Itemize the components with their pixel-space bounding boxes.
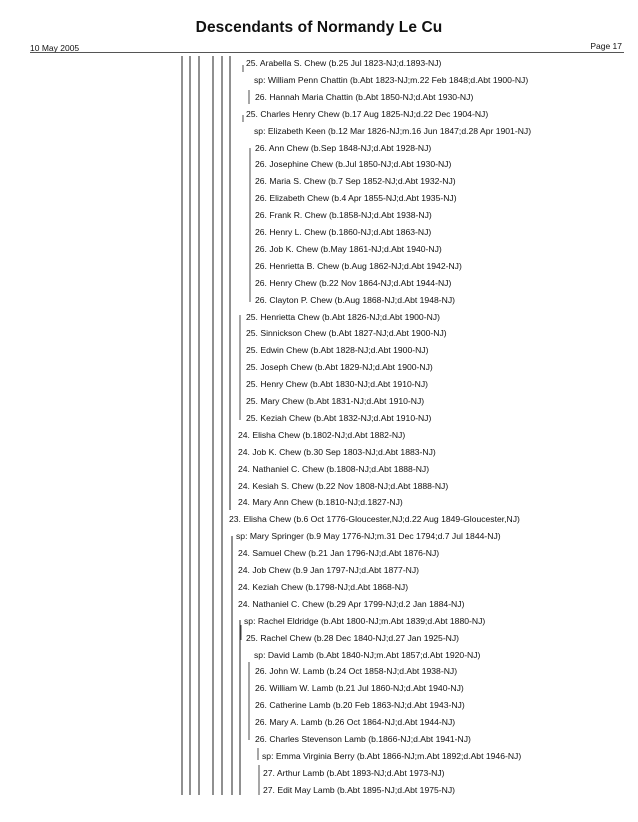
descendant-entry: 26. Clayton P. Chew (b.Aug 1868-NJ;d.Abt 1948-NJ) [255, 294, 455, 305]
descendant-entry: 26. Henry L. Chew (b.1860-NJ;d.Abt 1863-NJ) [255, 227, 432, 237]
descendant-entry: 26. Elizabeth Chew (b.4 Apr 1855-NJ;d.Abt 1935-NJ) [255, 193, 457, 204]
descendant-entry: 25. Keziah Chew (b.Abt 1832-NJ;d.Abt 1910-NJ) [246, 412, 432, 423]
descendant-entry: 26. Maria S. Chew (b.7 Sep 1852-NJ;d.Abt 1932-NJ) [255, 176, 456, 187]
descendant-entry: 27. Arthur Lamb (b.Abt 1893-NJ;d.Abt 1973-NJ) [263, 767, 445, 778]
spouse-entry: sp: David Lamb (b.Abt 1840-NJ;m.Abt 1857;d.Abt 1920-NJ) [254, 649, 481, 660]
descendant-entry: 24. Job K. Chew (b.30 Sep 1803-NJ;d.Abt 1883-NJ) [238, 446, 436, 457]
descendant-entry: 24. Job Chew (b.9 Jan 1797-NJ;d.Abt 1877-NJ) [238, 565, 420, 575]
descendant-entry: 25. Arabella S. Chew (b.25 Jul 1823-NJ;d.1893-NJ) [246, 58, 442, 68]
descendant-entry: 26. John W. Lamb (b.24 Oct 1858-NJ;d.Abt 1938-NJ) [255, 666, 458, 677]
spouse-entry: sp: Emma Virginia Berry (b.Abt 1866-NJ;m.Abt 1892;d.Abt 1946-NJ) [262, 750, 522, 761]
spouse-entry: sp: Elizabeth Keen (b.12 Mar 1826-NJ;m.16 Jun 1847;d.28 Apr 1901-NJ) [254, 125, 532, 136]
descendant-entry: 24. Kesiah S. Chew (b.22 Nov 1808-NJ;d.Abt 1888-NJ) [238, 480, 449, 491]
descendant-entry: 24. Nathaniel C. Chew (b.1808-NJ;d.Abt 1888-NJ) [238, 463, 430, 474]
descendant-entry: 26. William W. Lamb (b.21 Jul 1860-NJ;d.Abt 1940-NJ) [255, 683, 464, 694]
descendant-entry: 26. Hannah Maria Chattin (b.Abt 1850-NJ;d.Abt 1930-NJ) [255, 91, 474, 102]
header-rule [30, 52, 624, 53]
descendant-entry: 24. Mary Ann Chew (b.1810-NJ;d.1827-NJ) [238, 497, 403, 508]
descendant-entry: 26. Frank R. Chew (b.1858-NJ;d.Abt 1938-NJ) [255, 210, 432, 221]
descendant-entry: 25. Rachel Chew (b.28 Dec 1840-NJ;d.27 Jan 1925-NJ) [246, 632, 460, 643]
descendant-entry: 23. Elisha Chew (b.6 Oct 1776-Gloucester,NJ;d.22 Aug 1849-Gloucester,NJ) [229, 514, 520, 525]
spouse-entry: sp: Rachel Eldridge (b.Abt 1800-NJ;m.Abt 1839;d.Abt 1880-NJ) [244, 615, 486, 626]
descendant-entry: 26. Ann Chew (b.Sep 1848-NJ;d.Abt 1928-NJ) [255, 142, 432, 153]
descendant-entry: 27. Edit May Lamb (b.Abt 1895-NJ;d.Abt 1975-NJ) [263, 784, 456, 795]
descendant-entry: 25. Henrietta Chew (b.Abt 1826-NJ;d.Abt 1900-NJ) [246, 311, 440, 322]
header-date: 10 May 2005 [30, 43, 80, 53]
descendant-entry: 26. Catherine Lamb (b.20 Feb 1863-NJ;d.Abt 1943-NJ) [255, 700, 465, 711]
page-number: Page 17 [590, 41, 622, 51]
descendant-entry: 26. Josephine Chew (b.Jul 1850-NJ;d.Abt 1930-NJ) [255, 159, 452, 170]
descendant-entry: 24. Samuel Chew (b.21 Jan 1796-NJ;d.Abt 1876-NJ) [238, 548, 440, 559]
descendant-entry: 25. Edwin Chew (b.Abt 1828-NJ;d.Abt 1900-NJ) [246, 345, 429, 356]
descendant-entry: 25. Charles Henry Chew (b.17 Aug 1825-NJ;d.22 Dec 1904-NJ) [246, 108, 489, 119]
descendant-entry: 24. Nathaniel C. Chew (b.29 Apr 1799-NJ;d.2 Jan 1884-NJ) [238, 598, 465, 609]
descendant-entry: 26. Henrietta B. Chew (b.Aug 1862-NJ;d.Abt 1942-NJ) [255, 260, 462, 271]
descendant-list [0, 55, 638, 822]
descendant-entry: 26. Mary A. Lamb (b.26 Oct 1864-NJ;d.Abt 1944-NJ) [255, 717, 456, 728]
descendant-entry: 24. Keziah Chew (b.1798-NJ;d.Abt 1868-NJ) [238, 581, 409, 592]
descendant-entry: 25. Sinnickson Chew (b.Abt 1827-NJ;d.Abt 1900-NJ) [246, 328, 447, 339]
descendant-entry: 25. Joseph Chew (b.Abt 1829-NJ;d.Abt 1900-NJ) [246, 362, 433, 373]
descendant-entry: 26. Job K. Chew (b.May 1861-NJ;d.Abt 1940-NJ) [255, 243, 442, 254]
descendant-entry: 26. Henry Chew (b.22 Nov 1864-NJ;d.Abt 1944-NJ) [255, 277, 452, 288]
descendant-entry: 25. Henry Chew (b.Abt 1830-NJ;d.Abt 1910-NJ) [246, 379, 428, 390]
spouse-entry: sp: Mary Springer (b.9 May 1776-NJ;m.31 Dec 1794;d.7 Jul 1844-NJ) [236, 531, 501, 542]
page-title: Descendants of Normandy Le Cu [195, 19, 443, 36]
spouse-entry: sp: William Penn Chattin (b.Abt 1823-NJ;m.22 Feb 1848;d.Abt 1900-NJ) [254, 74, 529, 85]
descendant-entry: 26. Charles Stevenson Lamb (b.1866-NJ;d.Abt 1941-NJ) [255, 734, 471, 744]
descendant-entry: 25. Mary Chew (b.Abt 1831-NJ;d.Abt 1910-NJ) [246, 396, 425, 406]
descendant-entry: 24. Elisha Chew (b.1802-NJ;d.Abt 1882-NJ) [238, 429, 406, 440]
